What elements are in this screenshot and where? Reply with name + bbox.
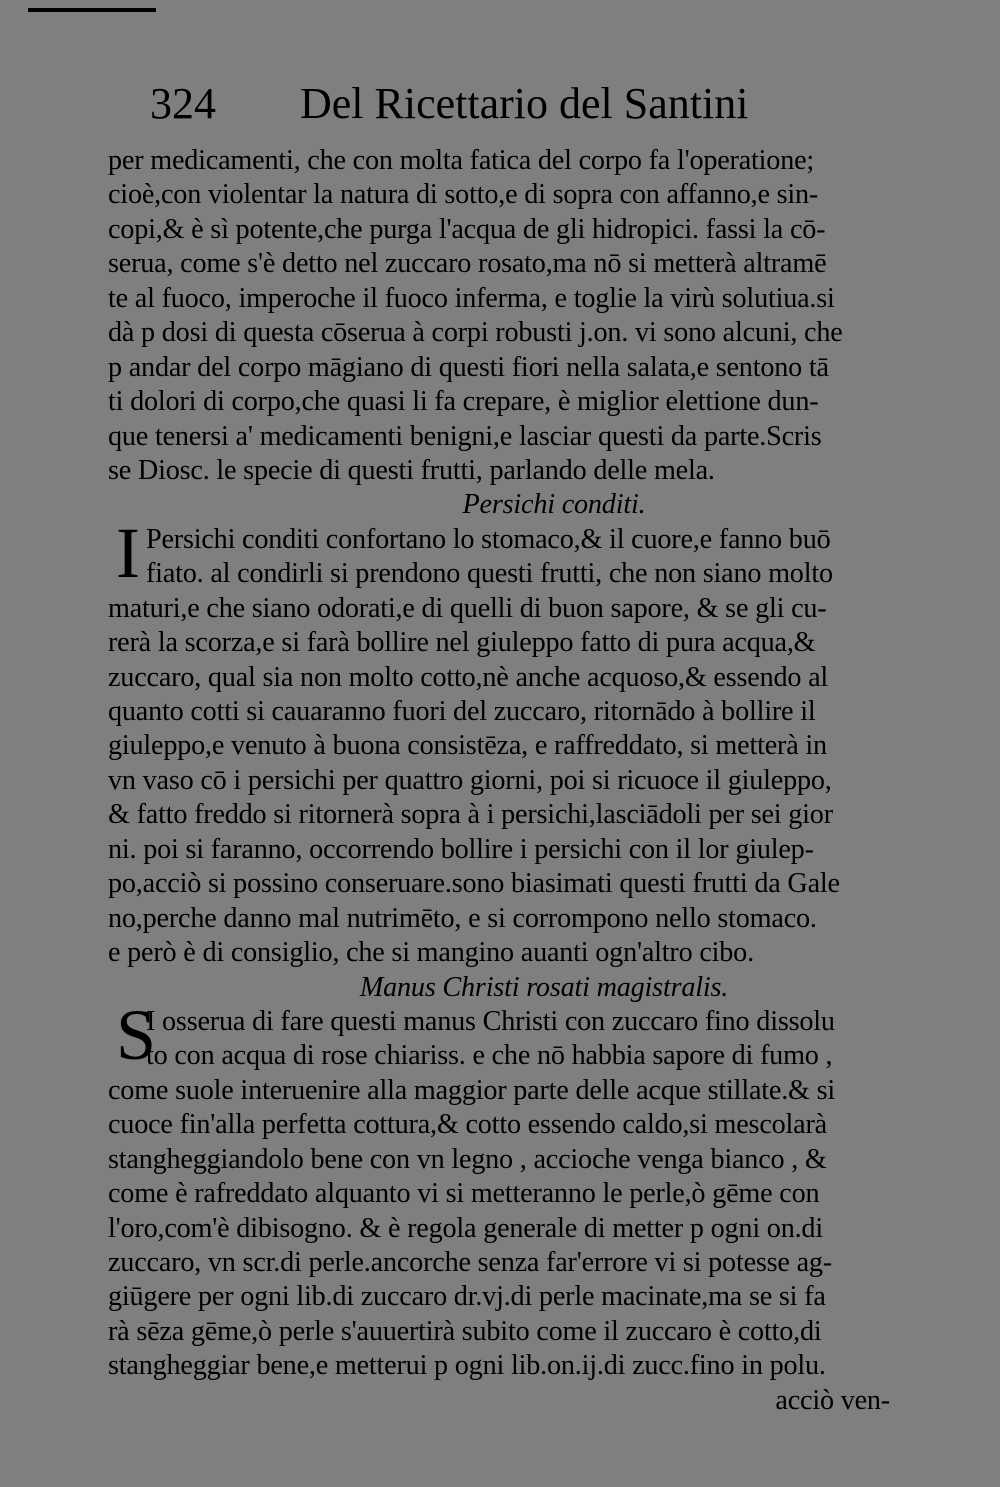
- text-line: I osserua di fare questi manus Christi con zuccaro fino dissolu: [146, 1005, 835, 1037]
- section-manus-christi: [108, 994, 930, 1418]
- text-line: no,perche danno mal nutrimēto, e si corrompono nello stomaco.: [108, 902, 817, 934]
- page-number: 324: [150, 79, 216, 128]
- text-line: Persichi conditi confortano lo stomaco,& il cuore,e fanno buō: [146, 523, 831, 555]
- text-line: e però è di consiglio, che si mangino auanti ogn'altro cibo.: [108, 937, 754, 969]
- text-line: to con acqua di rose chiariss. e che nō habbia sapore di fumo ,: [146, 1040, 833, 1072]
- text-line: cuoce fin'alla perfetta cottura,& cotto essendo caldo,si mescolarà: [108, 1109, 827, 1141]
- text-line: & fatto freddo si ritornerà sopra à i persichi,lasciādoli per sei gior: [108, 799, 833, 831]
- text-line: zuccaro, vn scr.di perle.ancorche senza far'errore vi si potesse ag-: [108, 1247, 832, 1278]
- text-line: rerà la scorza,e si farà bollire nel giuleppo fatto di pura acqua,&: [108, 627, 816, 659]
- section-persichi: [108, 512, 930, 971]
- text-line: maturi,e che siano odorati,e di quelli di buon sapore, & se gli cu-: [108, 592, 827, 624]
- catchword: acciò ven-: [775, 1384, 890, 1416]
- text-line: po,acciò si possino conseruare.sono biasimati questi frutti da Gale: [108, 868, 840, 900]
- text-line: rà sēza gēme,ò perle s'auuertirà subito come il zuccaro è cotto,di: [108, 1315, 822, 1347]
- body-text: [108, 144, 930, 1418]
- text-line: per medicamenti, che con molta fatica del corpo fa l'operatione;: [108, 145, 815, 176]
- text-line: te al fuoco, imperoche il fuoco inferma, e toglie la virù solutiua.si: [108, 282, 835, 314]
- text-line: dà p dosi di questa cōserua à corpi robusti j.on. vi sono alcuni, che: [108, 317, 843, 349]
- text-line: giūgere per ogni lib.di zuccaro dr.vj.di perle macinate,ma se si fa: [108, 1281, 826, 1313]
- top-rule: [28, 8, 156, 12]
- text-line: vn vaso cō i persichi per quattro giorni, poi si ricuoce il giuleppo,: [108, 764, 832, 796]
- text-line: giuleppo,e venuto à buona consistēza, e raffreddato, si metterà in: [108, 730, 827, 762]
- text-line: l'oro,com'è dibisogno. & è regola generale di metter p ogni on.di: [108, 1212, 823, 1244]
- text-line: zuccaro, qual sia non molto cotto,nè anche acquoso,& essendo al: [108, 661, 829, 693]
- drop-cap: I: [116, 512, 140, 593]
- text-line: come è rafreddato alquanto vi si metteranno le perle,ò gēme con: [108, 1178, 820, 1210]
- text-line: ni. poi si faranno, occorrendo bollire i persichi con il lor giulep-: [108, 833, 814, 865]
- running-title: Del Ricettario del Santini: [300, 79, 749, 128]
- page-header: [150, 72, 790, 136]
- section-heading-persichi: Persichi conditi.: [462, 489, 646, 521]
- text-line: come suole interuenire alla maggior parte delle acque stillate.& si: [108, 1074, 836, 1106]
- drop-cap: S: [116, 994, 157, 1075]
- text-line: serua, come s'è detto nel zuccaro rosato,ma nō si metterà altramē: [108, 248, 827, 280]
- text-line: p andar del corpo māgiano di questi fiori nella salata,e sentono tā: [108, 351, 829, 383]
- section-heading-manus-christi: Manus Christi rosati magistralis.: [359, 971, 729, 1003]
- text-line: copi,& è sì potente,che purga l'acqua de gli hidropici. fassi la cō-: [108, 213, 826, 245]
- text-line: ti dolori di corpo,che quasi li fa crepare, è miglior elettione dun-: [108, 386, 819, 418]
- text-line: quanto cotti si cauaranno fuori del zuccaro, ritornādo à bollire il: [108, 696, 816, 727]
- text-line: stangheggiandolo bene con vn legno , accioche venga bianco , &: [108, 1143, 827, 1175]
- text-line: cioè,con violentar la natura di sotto,e di sopra con affanno,e sin-: [108, 179, 819, 211]
- text-line: que tenersi a' medicamenti benigni,e lasciar questi da parte.Scris: [108, 420, 822, 452]
- text-line: fiato. al condirli si prendono questi frutti, che non siano molto: [146, 558, 833, 590]
- text-line: se Diosc. le specie di questi frutti, parlando delle mela.: [108, 454, 715, 486]
- text-line: stangheggiar bene,e metterui p ogni lib.on.ij.di zucc.fino in polu.: [108, 1350, 826, 1382]
